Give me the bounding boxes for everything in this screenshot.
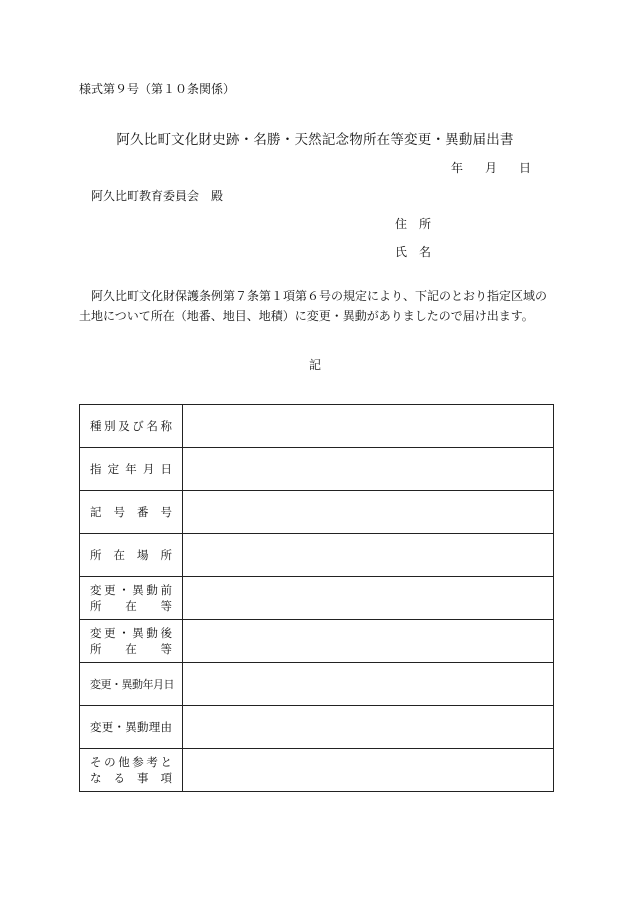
row-label-cell [80, 534, 183, 577]
label-char: 異 [125, 720, 137, 734]
label-char: 及 [118, 419, 130, 433]
label-char: 在 [125, 599, 137, 613]
row-label [90, 719, 172, 735]
table-row [80, 749, 554, 792]
label-char: 等 [160, 599, 172, 613]
row-label-line1 [90, 582, 172, 598]
label-char: 号 [160, 505, 172, 519]
label-char: 前 [160, 583, 172, 597]
label-char: 名 [146, 419, 158, 433]
label-char: 日 [160, 462, 172, 476]
table-row [80, 620, 554, 663]
row-label-cell [80, 577, 183, 620]
row-value-cell[interactable] [183, 405, 554, 448]
label-char: 在 [125, 642, 137, 656]
label-char: 年 [125, 462, 137, 476]
label-char: 所 [90, 642, 102, 656]
label-char: の [104, 755, 116, 769]
label-char: 在 [113, 548, 125, 562]
body-paragraph [79, 286, 551, 326]
row-label-cell [80, 405, 183, 448]
row-label-cell [80, 448, 183, 491]
label-char: 種 [90, 419, 102, 433]
label-char: 所 [160, 548, 172, 562]
label-char: ・ [118, 583, 130, 597]
label-char: 号 [113, 505, 125, 519]
row-label-line2 [90, 641, 172, 657]
label-char: 等 [160, 642, 172, 656]
label-char: な [90, 771, 102, 785]
label-char: 定 [107, 462, 120, 476]
label-char: 事 [137, 771, 149, 785]
row-label-cell [80, 491, 183, 534]
label-char: 由 [160, 720, 172, 734]
row-value-cell[interactable] [183, 577, 554, 620]
label-char: 更 [104, 583, 116, 597]
label-char: 異 [132, 626, 144, 640]
label-char: 場 [137, 548, 149, 562]
row-label-cell [80, 706, 183, 749]
row-value-cell[interactable] [183, 663, 554, 706]
date-line [451, 159, 531, 176]
label-char: 他 [118, 755, 130, 769]
label-char: 指 [90, 462, 102, 476]
row-label-line2 [90, 770, 172, 786]
row-value-cell[interactable] [183, 620, 554, 663]
label-char: そ [90, 755, 102, 769]
row-label-line2 [90, 598, 172, 614]
row-value-cell[interactable] [183, 749, 554, 792]
row-value-cell[interactable] [183, 448, 554, 491]
table-row [80, 405, 554, 448]
label-char: 称 [160, 419, 172, 433]
row-label [90, 461, 172, 477]
row-label [90, 504, 172, 520]
label-char: 理 [148, 720, 161, 734]
label-char: と [160, 755, 172, 769]
label-char: 後 [160, 626, 172, 640]
label-char: 動 [146, 626, 158, 640]
record-table [79, 404, 554, 792]
label-char: 動 [137, 720, 149, 734]
ki-heading: 記 [308, 358, 321, 372]
row-value-cell[interactable] [183, 706, 554, 749]
label-char: ・ [118, 626, 130, 640]
row-value-cell[interactable] [183, 534, 554, 577]
label-char: 月 [142, 462, 155, 476]
label-char: 所 [90, 599, 102, 613]
table-row [80, 663, 554, 706]
label-char: 記 [90, 505, 102, 519]
row-label: 変更・異動年月日 [90, 678, 174, 691]
label-char: 更 [101, 720, 114, 734]
label-char: 別 [104, 419, 116, 433]
addressee: 阿久比町教育委員会 殿 [91, 189, 224, 203]
label-char: 変 [90, 720, 102, 734]
form-number: 様式第９号（第１０条関係） [79, 82, 236, 96]
row-label [90, 418, 172, 434]
date-year-label: 年 [451, 161, 464, 175]
label-char: 変 [90, 626, 102, 640]
row-label-cell [80, 749, 183, 792]
document-title: 阿久比町文化財史跡・名勝・天然記念物所在等変更・異動届出書 [116, 132, 514, 148]
label-char: 更 [104, 626, 116, 640]
row-label-line1 [90, 754, 172, 770]
table-row [80, 491, 554, 534]
label-char: 所 [90, 548, 102, 562]
row-label-line1 [90, 625, 172, 641]
row-label-cell [80, 620, 183, 663]
label-char: 異 [132, 583, 144, 597]
table-row [80, 534, 554, 577]
table-row [80, 577, 554, 620]
label-char: び [132, 419, 144, 433]
label-char: 動 [146, 583, 158, 597]
label-char: 考 [146, 755, 158, 769]
row-value-cell[interactable] [183, 491, 554, 534]
table-row [80, 706, 554, 749]
body-text: 阿久比町文化財保護条例第７条第１項第６号の規定により、下記のとおり指定区域の土地について所在（地番、地目、地積）に変更・異動がありましたので届け出ます。 [79, 289, 548, 323]
label-char: 変 [90, 583, 102, 597]
row-label-cell [80, 663, 183, 706]
address-label: 住 所 [395, 217, 432, 231]
name-label: 氏 名 [395, 245, 432, 259]
label-char: る [113, 771, 125, 785]
row-label [90, 547, 172, 563]
label-char: ・ [113, 720, 125, 734]
date-month-label: 月 [485, 161, 498, 175]
label-char: 参 [132, 755, 144, 769]
table-row [80, 448, 554, 491]
date-day-label: 日 [519, 161, 532, 175]
label-char: 項 [160, 771, 172, 785]
label-char: 番 [137, 505, 149, 519]
